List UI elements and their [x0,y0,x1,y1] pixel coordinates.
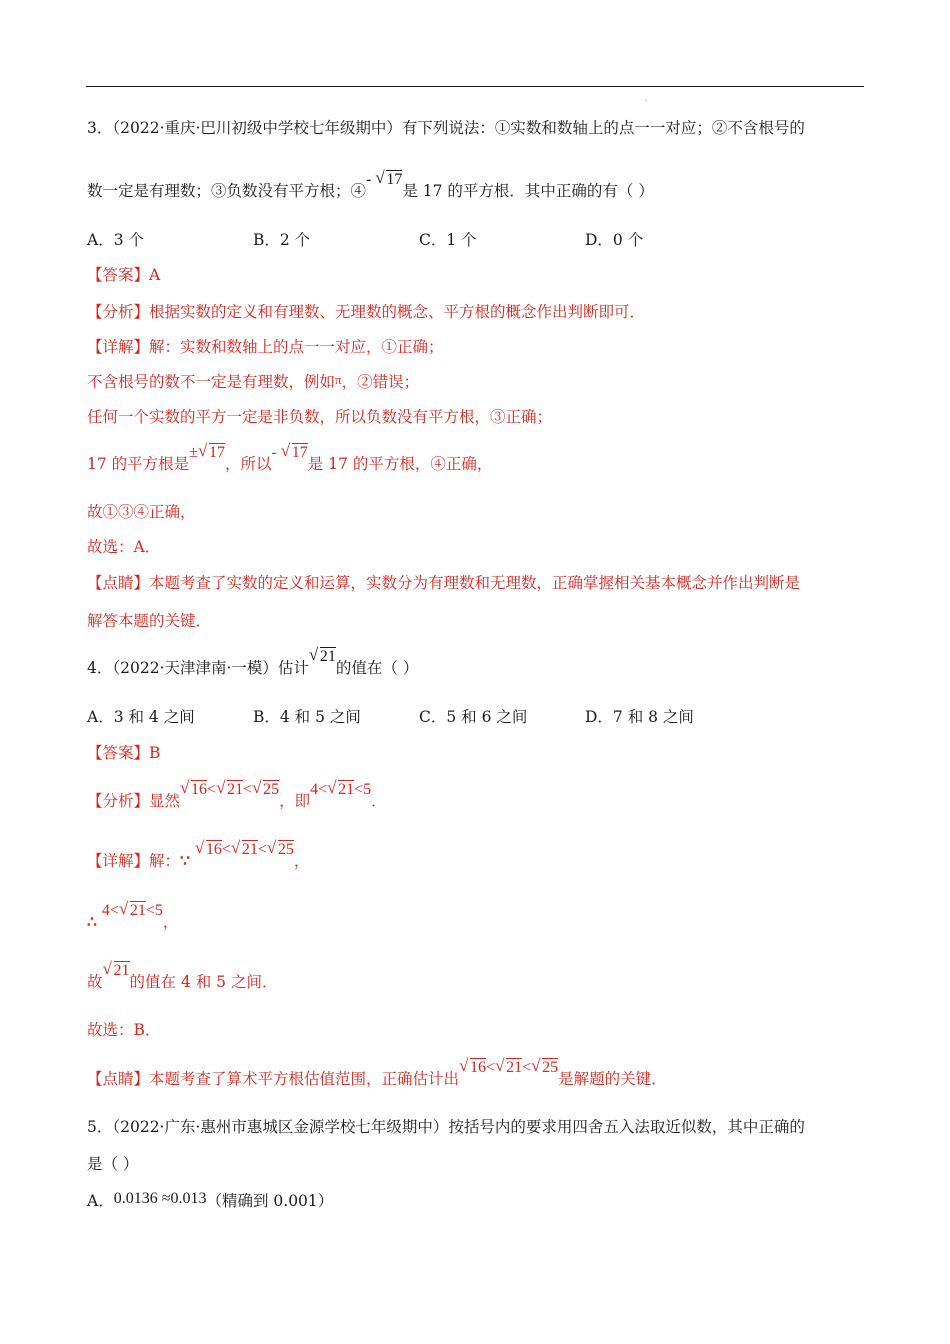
q3-analysis: 【分析】根据实数的定义和有理数、无理数的概念、平方根的概念作出判断即可． [87,303,646,321]
q3-stem-line2: 数一定是有理数；③负数没有平方根；④- √ 17是 17 的平方根．其中正确的有（ ） [87,181,654,202]
q4-option-b: B．4 和 5 之间 [253,708,361,726]
q4-option-d: D．7 和 8 之间 [585,708,694,726]
q3-option-c: C．1 个 [419,231,477,249]
q4-detail-2: ∴ 4<√ 21<5， [87,912,178,933]
q3-options [87,230,751,250]
header-rule [86,86,864,87]
q4-options [87,707,751,727]
q3-option-b: B．2 个 [253,231,311,249]
q5-option-a: A．0.0136 ≈0.013（精确到 0.001） [87,1190,334,1210]
q4-analysis: 【分析】显然√ 16<√ 21<√ 25，即4<√ 21<5． [87,791,387,812]
q3-answer: 【答案】A [87,266,161,284]
q3-option-d: D．0 个 [585,231,644,249]
q3-option-a: A．3 个 [87,231,144,249]
q4-comment: 【点睛】本题考查了算术平方根估值范围，正确估计出√ 16<√ 21<√ 25是解题的关键． [87,1069,667,1090]
q3-detail-2: 不含根号的数不一定是有理数，例如π，②错误； [87,372,420,391]
q3-detail-3: 任何一个实数的平方一定是非负数，所以负数没有平方根，③正确； [87,408,553,426]
q4-stem: 4．（2022·天津津南·一模）估计√ 21的值在（ ） [87,658,418,679]
q3-detail-4: 17 的平方根是±√ 17，所以- √ 17是 17 的平方根，④正确， [87,454,492,475]
q4-detail-1: 【详解】解：∵ √ 16<√ 21<√ 25， [87,851,309,872]
q3-comment-1: 【点睛】本题考查了实数的定义和运算，实数分为有理数和无理数，正确掌握相关基本概念并作出判断是 [87,574,801,592]
q4-detail-3: 故√ 21的值在 4 和 5 之间． [87,972,277,993]
q5-stem-line1: 5．（2022·广东·惠州市惠城区金源学校七年级期中）按括号内的要求用四舍五入法取近似数，其中正确的 [87,1118,805,1136]
q4-detail-4: 故选：B． [87,1021,161,1039]
q3-detail-6: 故选：A． [87,538,161,556]
q4-option-c: C．5 和 6 之间 [419,708,528,726]
header-dot: . [645,94,648,103]
q4-answer: 【答案】B [87,744,161,762]
q3-comment-2: 解答本题的关键． [87,612,212,630]
q3-detail-5: 故①③④正确， [87,503,196,521]
q3-stem-line1: 3．（2022·重庆·巴川初级中学校七年级期中）有下列说法：①实数和数轴上的点一一对应；②不含根号的 [87,119,805,137]
q3-detail-1: 【详解】解：实数和数轴上的点一一对应，①正确； [87,338,444,356]
q5-stem-line2: 是（ ） [87,1155,139,1173]
q4-option-a: A．3 和 4 之间 [87,708,195,726]
